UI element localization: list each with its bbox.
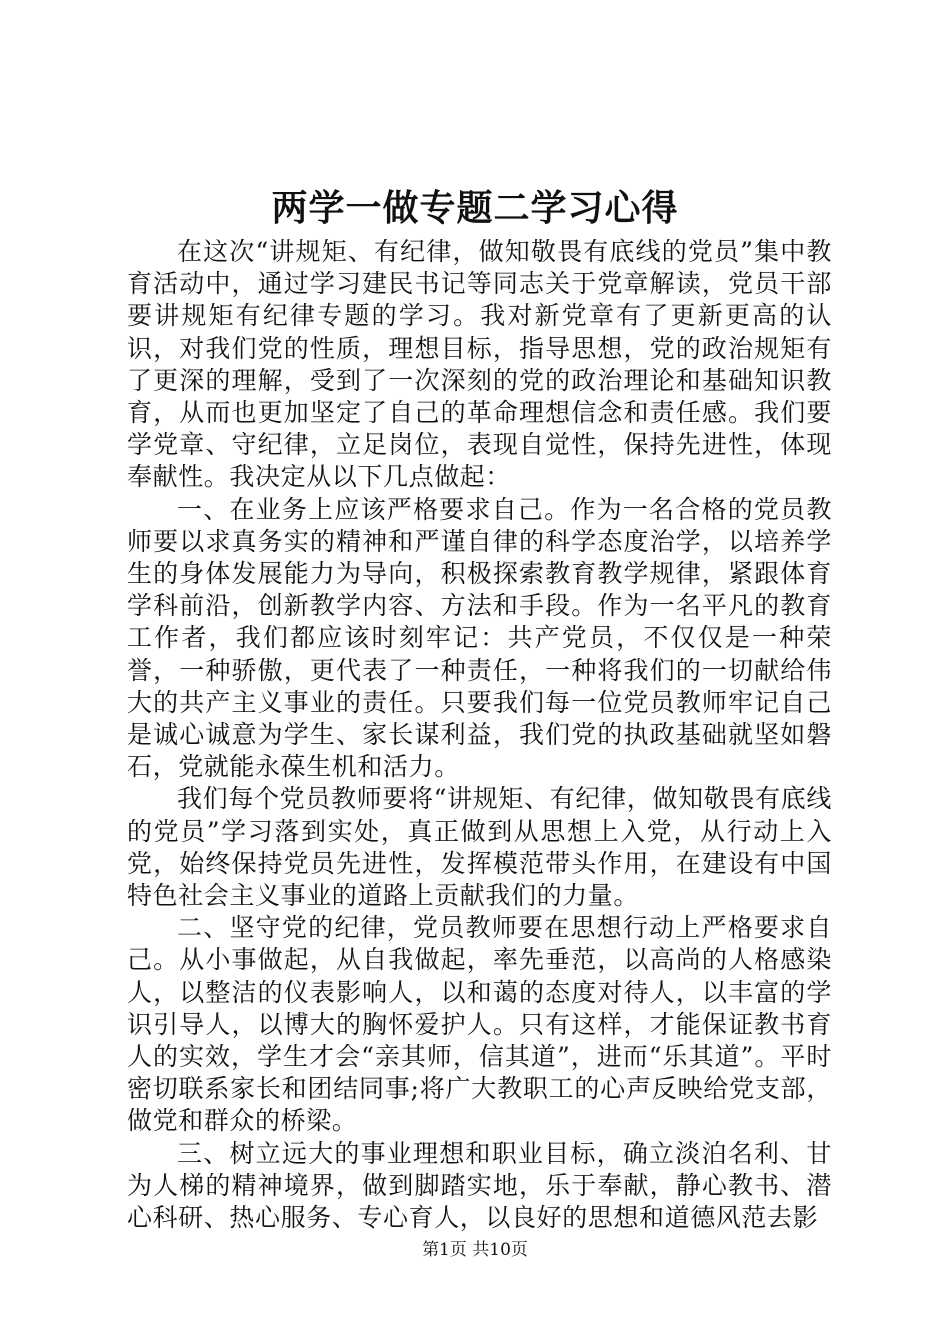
page-number-footer: 第1页 共10页 (422, 1240, 528, 1260)
paragraph-implementation: 我们每个党员教师要将“讲规矩、有纪律，做知敬畏有底线的党员”学习落到实处，真正做到从思想上入党，从行动上入党，始终保持党员先进性，发挥模范带头作用，在建设有中国特色社会主义事业的道路上贡献我们的力量。 (127, 784, 832, 911)
paragraph-point-three: 三、树立远大的事业理想和职业目标，确立淡泊名利、甘为人梯的精神境界，做到脚踏实地，乐于奉献，静心教书、潜心科研、热心服务、专心育人，以良好的思想和道德风范去影 (127, 1138, 832, 1233)
document-body (127, 236, 832, 1234)
document-title: 两学一做专题二学习心得 (271, 187, 679, 229)
paragraph-point-two: 二、坚守党的纪律，党员教师要在思想行动上严格要求自己。从小事做起，从自我做起，率先垂范，以高尚的人格感染人，以整洁的仪表影响人，以和蔼的态度对待人，以丰富的学识引导人，以博大的胸怀爱护人。只有这样，才能保证教书育人的实效，学生才会“亲其师，信其道”，进而“乐其道”。平时密切联系家长和团结同事;将广大教职工的心声反映给党支部，做党和群众的桥梁。 (127, 913, 832, 1136)
paragraph-point-one: 一、在业务上应该严格要求自己。作为一名合格的党员教师要以求真务实的精神和严谨自律的科学态度治学，以培养学生的身体发展能力为导向，积极探索教育教学规律，紧跟体育学科前沿，创新教学内容、方法和手段。作为一名平凡的教育工作者，我们都应该时刻牢记：共产党员，不仅仅是一种荣誉，一种骄傲，更代表了一种责任，一种将我们的一切献给伟大的共产主义事业的责任。只要我们每一位党员教师牢记自己是诚心诚意为学生、家长谋利益，我们党的执政基础就坚如磐石，党就能永葆生机和活力。 (127, 494, 832, 782)
paragraph-intro: 在这次“讲规矩、有纪律，做知敬畏有底线的党员”集中教育活动中，通过学习建民书记等同志关于党章解读，党员干部要讲规矩有纪律专题的学习。我对新党章有了更新更高的认识，对我们党的性质，理想目标，指导思想，党的政治规矩有了更深的理解，受到了一次深刻的党的政治理论和基础知识教育，从而也更加坚定了自己的革命理想信念和责任感。我们要学党章、守纪律，立足岗位，表现自觉性，保持先进性，体现奉献性。我决定从以下几点做起： (127, 237, 832, 492)
